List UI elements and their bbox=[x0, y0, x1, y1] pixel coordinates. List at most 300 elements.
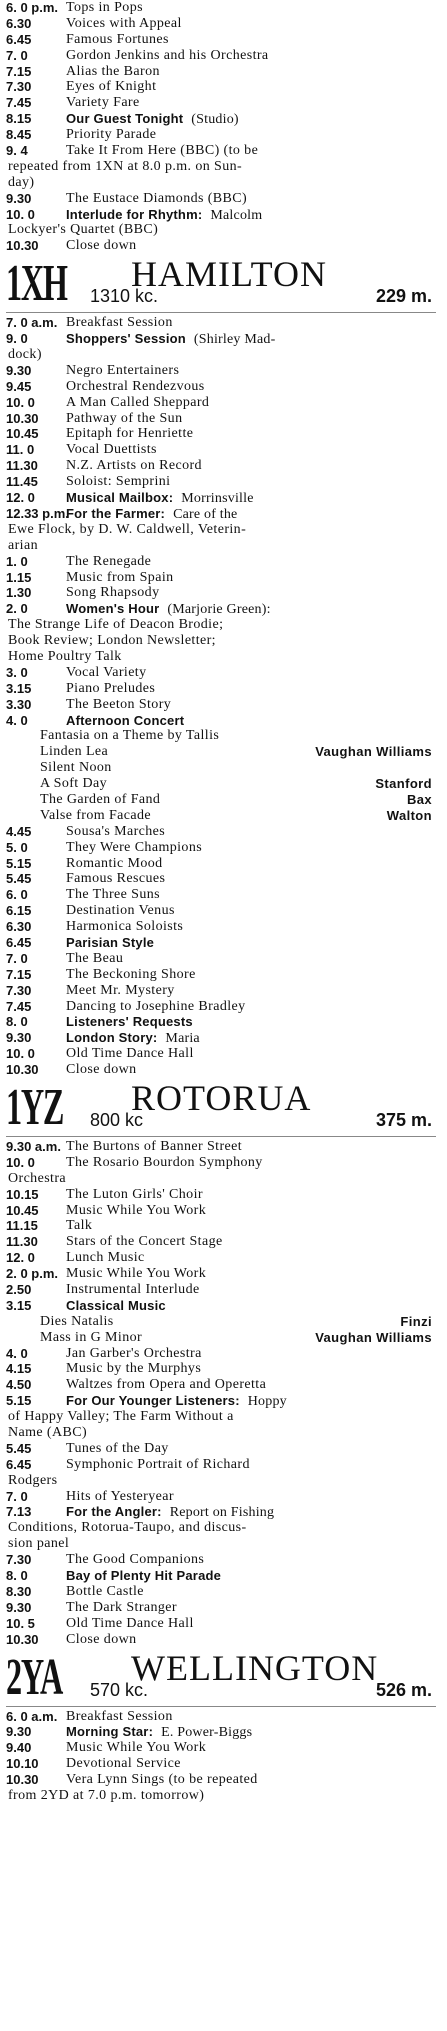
programme-title bbox=[66, 379, 205, 395]
programme-time: 3.30 bbox=[6, 696, 32, 712]
programme-time: 7. 0 bbox=[6, 950, 28, 966]
programme-title bbox=[66, 1740, 206, 1756]
programme-time: 1.15 bbox=[6, 569, 32, 585]
programme-title-text: Instrumental Interlude bbox=[66, 1282, 200, 1298]
programme-title bbox=[66, 191, 247, 207]
programme-time: 12.33 p.m. bbox=[6, 505, 69, 521]
programme-entry bbox=[6, 983, 436, 999]
programme-title-text: Epitaph for Henriette bbox=[66, 426, 194, 442]
programme-time: 7.45 bbox=[6, 998, 32, 1014]
programme-entry bbox=[6, 1234, 436, 1250]
programme-title bbox=[66, 1632, 137, 1648]
programme-entry bbox=[6, 16, 436, 32]
programme-entry bbox=[6, 951, 436, 967]
programme-title-text: Music by the Murphys bbox=[66, 1361, 202, 1377]
programme-entry bbox=[6, 1504, 436, 1520]
programme-continuation: Home Poultry Talk bbox=[8, 648, 122, 664]
programme-title bbox=[66, 331, 275, 347]
programme-entry bbox=[6, 1282, 436, 1298]
programme-continuation: Orchestra bbox=[8, 1170, 67, 1186]
programme-title bbox=[66, 111, 239, 127]
station-callsign: 2YA bbox=[6, 1648, 63, 1706]
programme-entry bbox=[6, 1361, 436, 1377]
programme-title bbox=[66, 127, 156, 143]
programme-entry bbox=[6, 856, 436, 872]
programme-time: 6.45 bbox=[6, 1456, 32, 1472]
programme-title bbox=[66, 1046, 194, 1062]
programme-time: 11.15 bbox=[6, 1218, 38, 1234]
concert-composer: Finzi bbox=[400, 1313, 432, 1329]
programme-title-text: Music from Spain bbox=[66, 569, 174, 585]
programme-time: 5. 0 bbox=[6, 839, 28, 855]
programme-entry bbox=[6, 1724, 436, 1740]
programme-time: 9.30 bbox=[6, 362, 32, 378]
programme-continuation: Rodgers bbox=[8, 1472, 58, 1488]
programme-entry bbox=[6, 191, 436, 207]
programme-entry bbox=[6, 681, 436, 697]
programme-time: 4. 0 bbox=[6, 1345, 28, 1361]
programme-title-text: For the Farmer: bbox=[66, 505, 166, 521]
programme-entry bbox=[6, 887, 436, 903]
programme-time: 10.30 bbox=[6, 1772, 39, 1788]
programme-time: 6. 0 bbox=[6, 887, 28, 903]
programme-entry bbox=[6, 1139, 436, 1155]
programme-entry bbox=[6, 1014, 436, 1030]
programme-title-text: A Man Called Sheppard bbox=[66, 394, 210, 410]
programme-entry bbox=[6, 0, 436, 16]
programme-title-text: Close down bbox=[66, 1062, 137, 1078]
programme-entry bbox=[6, 1046, 436, 1062]
programme-title-text: Breakfast Session bbox=[66, 1708, 173, 1724]
concert-piece: Linden Lea bbox=[40, 744, 109, 760]
programme-entry bbox=[6, 442, 436, 458]
station-city: HAMILTON bbox=[131, 254, 328, 295]
programme-entry bbox=[6, 1616, 436, 1632]
programme-entry bbox=[6, 1062, 436, 1078]
programme-title bbox=[66, 442, 157, 458]
programme-time: 10.30 bbox=[6, 410, 39, 426]
programme-title-text: The Luton Girls' Choir bbox=[66, 1186, 203, 1202]
programme-title bbox=[66, 665, 147, 681]
programme-time: 10.10 bbox=[6, 1756, 39, 1772]
programme-entry bbox=[6, 32, 436, 48]
programme-entry bbox=[6, 426, 436, 442]
programme-title-text: Meet Mr. Mystery bbox=[66, 982, 175, 998]
programme-title-text: Soloist: Semprini bbox=[66, 474, 171, 490]
programme-title-text: Hits of Yesteryear bbox=[66, 1488, 174, 1504]
programme-title-text: Variety Fare bbox=[66, 95, 140, 111]
programme-title-text: Women's Hour bbox=[66, 601, 160, 617]
programme-time: 7.30 bbox=[6, 982, 32, 998]
programme-time: 9.30 bbox=[6, 190, 32, 206]
programme-title-text: Bay of Plenty Hit Parade bbox=[66, 1568, 222, 1584]
programme-time: 7.30 bbox=[6, 1552, 32, 1568]
concert-composer: Bax bbox=[406, 791, 432, 807]
programme-title bbox=[66, 1030, 200, 1046]
programme-title bbox=[66, 1489, 174, 1505]
programme-title-text: Bottle Castle bbox=[66, 1583, 144, 1599]
concert-piece: Valse from Facade bbox=[40, 807, 151, 823]
concert-piece: The Garden of Fand bbox=[40, 791, 161, 807]
programme-continuation: Book Review; London Newsletter; bbox=[8, 633, 216, 649]
programme-title-text: Priority Parade bbox=[66, 127, 157, 143]
programme-title bbox=[66, 1155, 263, 1171]
concert-composer: Vaughan Williams bbox=[315, 1329, 432, 1345]
programme-time: 7. 0 bbox=[6, 1488, 28, 1504]
programme-title bbox=[66, 426, 193, 442]
programme-detail: Hoppy bbox=[247, 1394, 287, 1410]
programme-time: 5.15 bbox=[6, 855, 32, 871]
programme-title-text: Harmonica Soloists bbox=[66, 919, 184, 935]
programme-title-text: The Beeton Story bbox=[66, 696, 172, 712]
programme-entry bbox=[6, 1584, 436, 1600]
programme-time: 8. 0 bbox=[6, 1014, 28, 1030]
station-header bbox=[6, 1080, 436, 1137]
programme-title-text: Interlude for Rhythm: bbox=[66, 206, 203, 222]
programme-title bbox=[66, 1393, 287, 1409]
programme-time: 4.45 bbox=[6, 823, 32, 839]
programme-time: 10. 0 bbox=[6, 394, 35, 410]
programme-title bbox=[66, 824, 165, 840]
programme-title-text: The Rosario Bourdon Symphony bbox=[66, 1154, 263, 1170]
programme-continuation: from 2YD at 7.0 p.m. tomorrow) bbox=[8, 1787, 205, 1803]
programme-title bbox=[66, 871, 165, 887]
programme-entry bbox=[6, 1266, 436, 1282]
programme-time: 11.45 bbox=[6, 474, 38, 490]
programme-title bbox=[66, 919, 183, 935]
programme-detail: Maria bbox=[165, 1031, 200, 1047]
station-frequency: 570 kc. bbox=[90, 1679, 149, 1700]
programme-entry bbox=[6, 490, 436, 506]
programme-time: 10. 0 bbox=[6, 1046, 35, 1062]
programme-time: 3.15 bbox=[6, 1297, 32, 1313]
programme-title-text: The Beau bbox=[66, 950, 124, 966]
programme-continuation: The Strange Life of Deacon Brodie; bbox=[8, 617, 224, 633]
station-wavelength: 229 m. bbox=[375, 286, 432, 307]
programme-time: 8.45 bbox=[6, 127, 32, 143]
programme-time: 10.30 bbox=[6, 238, 39, 254]
programme-title bbox=[66, 713, 184, 729]
station-callsign: 1XH bbox=[6, 255, 67, 313]
programme-time: 5.15 bbox=[6, 1393, 32, 1409]
programme-title-text: Dancing to Josephine Bradley bbox=[66, 998, 246, 1014]
programme-entry bbox=[6, 840, 436, 856]
programme-title bbox=[66, 1584, 144, 1600]
programme-entry bbox=[6, 919, 436, 935]
programme-entry bbox=[6, 64, 436, 80]
programme-title-text: The Renegade bbox=[66, 553, 152, 569]
concert-item bbox=[6, 760, 436, 776]
programme-title-text: Tops in Pops bbox=[66, 0, 143, 15]
programme-title-text: Vera Lynn Sings (to be repeated bbox=[66, 1772, 258, 1788]
programme-time: 7.30 bbox=[6, 79, 32, 95]
programme-title-text: N.Z. Artists on Record bbox=[66, 458, 202, 474]
programme-title-text: Music While You Work bbox=[66, 1202, 207, 1218]
programme-title-text: Symphonic Portrait of Richard bbox=[66, 1456, 250, 1472]
programme-entry bbox=[6, 554, 436, 570]
programme-title-text: Musical Mailbox: bbox=[66, 490, 174, 506]
programme-title-text: Parisian Style bbox=[66, 934, 155, 950]
programme-title-text: For the Angler: bbox=[66, 1504, 162, 1520]
programme-time: 4. 0 bbox=[6, 712, 28, 728]
programme-entry bbox=[6, 79, 436, 95]
programme-title bbox=[66, 856, 163, 872]
programme-entry bbox=[6, 1441, 436, 1457]
programme-time: 4.50 bbox=[6, 1377, 32, 1393]
programme-continuation: dock) bbox=[8, 347, 42, 363]
programme-title bbox=[66, 1282, 200, 1298]
programme-time: 10. 5 bbox=[6, 1615, 35, 1631]
programme-entry bbox=[6, 1772, 436, 1788]
programme-title bbox=[66, 967, 196, 983]
programme-title bbox=[66, 887, 160, 903]
programme-title-text: Lunch Music bbox=[66, 1250, 145, 1266]
programme-title bbox=[66, 903, 175, 919]
programme-time: 6.15 bbox=[6, 903, 32, 919]
programme-time: 7.15 bbox=[6, 966, 32, 982]
programme-entry bbox=[6, 95, 436, 111]
programme-continuation: Ewe Flock, by D. W. Caldwell, Veterin- bbox=[8, 521, 247, 537]
programme-title bbox=[66, 207, 262, 223]
programme-time: 5.45 bbox=[6, 1440, 32, 1456]
programme-entry bbox=[6, 143, 436, 159]
programme-time: 10. 0 bbox=[6, 1154, 35, 1170]
programme-title-text: They Were Champions bbox=[66, 839, 203, 855]
programme-title-text: Waltzes from Opera and Operetta bbox=[66, 1377, 267, 1393]
programme-entry bbox=[6, 363, 436, 379]
programme-time: 7.45 bbox=[6, 95, 32, 111]
programme-time: 6.30 bbox=[6, 919, 32, 935]
programme-detail: Morrinsville bbox=[181, 491, 254, 506]
programme-title-text: Music While You Work bbox=[66, 1740, 207, 1756]
concert-piece: Mass in G Minor bbox=[40, 1329, 143, 1345]
programme-time: 10.45 bbox=[6, 426, 39, 442]
programme-title bbox=[66, 411, 182, 427]
programme-title bbox=[66, 48, 269, 64]
programme-title bbox=[66, 1298, 166, 1314]
programme-entry bbox=[6, 1709, 436, 1725]
station-wavelength: 375 m. bbox=[375, 1110, 432, 1130]
programme-time: 9.40 bbox=[6, 1740, 32, 1756]
programme-title-text: The Good Companions bbox=[66, 1552, 205, 1568]
programme-time: 6.45 bbox=[6, 934, 32, 950]
station-header bbox=[6, 256, 436, 313]
programme-title bbox=[66, 585, 160, 601]
programme-continuation: sion panel bbox=[8, 1536, 70, 1552]
programme-time: 10.30 bbox=[6, 1631, 39, 1647]
programme-time: 8.15 bbox=[6, 111, 32, 127]
programme-title-text: Music While You Work bbox=[66, 1266, 207, 1282]
programme-time: 9. 4 bbox=[6, 143, 28, 159]
programme-entry bbox=[6, 1187, 436, 1203]
programme-entry bbox=[6, 1568, 436, 1584]
programme-title bbox=[66, 1139, 242, 1155]
programme-title bbox=[66, 79, 156, 95]
programme-title-text: Breakfast Session bbox=[66, 315, 173, 331]
programme-title bbox=[66, 840, 202, 856]
programme-title-text: Listeners' Requests bbox=[66, 1014, 193, 1030]
programme-entry bbox=[6, 935, 436, 951]
programme-detail: E. Power-Biggs bbox=[161, 1725, 253, 1741]
programme-title bbox=[66, 1504, 274, 1520]
programme-title bbox=[66, 458, 202, 474]
station-frequency: 800 kc bbox=[90, 1110, 144, 1130]
programme-continuation: repeated from 1XN at 8.0 p.m. on Sun- bbox=[8, 158, 243, 174]
programme-title bbox=[66, 951, 123, 967]
programme-title-text: Negro Entertainers bbox=[66, 362, 180, 378]
programme-entry bbox=[6, 903, 436, 919]
programme-title-text: Take It From Here (BBC) (to be bbox=[66, 143, 259, 159]
programme-entry bbox=[6, 506, 436, 522]
programme-title-text: Tunes of the Day bbox=[66, 1440, 169, 1456]
programme-title-text: Close down bbox=[66, 238, 137, 254]
station-city: WELLINGTON bbox=[131, 1647, 379, 1688]
programme-time: 8.30 bbox=[6, 1583, 32, 1599]
programme-entry bbox=[6, 1377, 436, 1393]
programme-title-text: The Beckoning Shore bbox=[66, 966, 196, 982]
programme-title bbox=[66, 238, 137, 254]
programme-title bbox=[66, 935, 154, 951]
programme-detail: Care of the bbox=[173, 506, 238, 522]
programme-title-text: Gordon Jenkins and his Orchestra bbox=[66, 47, 269, 63]
programme-time: 11. 0 bbox=[6, 442, 35, 458]
programme-time: 10.45 bbox=[6, 1202, 39, 1218]
programme-title bbox=[66, 490, 254, 506]
programme-time: 6. 0 a.m. bbox=[6, 1708, 58, 1724]
programme-title-text: Afternoon Concert bbox=[66, 712, 185, 728]
programme-time: 5.45 bbox=[6, 871, 32, 887]
programme-time: 12. 0 bbox=[6, 490, 35, 506]
programme-entry bbox=[6, 1756, 436, 1772]
programme-entry bbox=[6, 379, 436, 395]
programme-title-text: Famous Rescues bbox=[66, 871, 166, 887]
programme-title-text: Old Time Dance Hall bbox=[66, 1046, 194, 1062]
concert-item bbox=[6, 808, 436, 824]
programme-time: 10.15 bbox=[6, 1186, 39, 1202]
programme-title-text: For Our Younger Listeners: bbox=[66, 1393, 240, 1409]
concert-composer: Walton bbox=[386, 807, 432, 823]
programme-time: 1.30 bbox=[6, 585, 32, 601]
programme-entry bbox=[6, 315, 436, 331]
programme-title bbox=[66, 1568, 221, 1584]
programme-title-text: Destination Venus bbox=[66, 903, 175, 919]
programme-title bbox=[66, 1724, 252, 1740]
programme-title bbox=[66, 1250, 145, 1266]
programme-title bbox=[66, 1457, 250, 1473]
programme-title bbox=[66, 681, 155, 697]
programme-continuation: day) bbox=[8, 174, 35, 190]
programme-time: 9.45 bbox=[6, 378, 32, 394]
programme-entry bbox=[6, 1600, 436, 1616]
programme-title bbox=[66, 315, 173, 331]
programme-entry bbox=[6, 238, 436, 254]
programme-title bbox=[66, 474, 170, 490]
programme-title bbox=[66, 1266, 206, 1282]
programme-entry bbox=[6, 111, 436, 127]
programme-entry bbox=[6, 967, 436, 983]
programme-entry bbox=[6, 871, 436, 887]
concert-item bbox=[6, 728, 436, 744]
programme-title bbox=[66, 1014, 193, 1030]
programme-entry bbox=[6, 999, 436, 1015]
programme-title-text: Devotional Service bbox=[66, 1756, 181, 1772]
programme-entry bbox=[6, 48, 436, 64]
programme-entry bbox=[6, 601, 436, 617]
programme-title-text: The Burtons of Banner Street bbox=[66, 1139, 243, 1154]
programme-continuation: arian bbox=[8, 537, 38, 553]
programme-title bbox=[66, 983, 175, 999]
programme-time: 7.15 bbox=[6, 63, 32, 79]
programme-title-text: The Eustace Diamonds (BBC) bbox=[66, 190, 248, 206]
programme-title bbox=[66, 1218, 92, 1234]
programme-entry bbox=[6, 697, 436, 713]
programme-continuation: Conditions, Rotorua-Taupo, and discus- bbox=[8, 1520, 247, 1536]
programme-entry bbox=[6, 1346, 436, 1362]
programme-title-text: Classical Music bbox=[66, 1297, 166, 1313]
programme-title-text: Old Time Dance Hall bbox=[66, 1615, 194, 1631]
programme-continuation: of Happy Valley; The Farm Without a bbox=[8, 1409, 234, 1425]
programme-title-text: Vocal Variety bbox=[66, 664, 147, 680]
programme-entry bbox=[6, 1030, 436, 1046]
programme-entry bbox=[6, 331, 436, 347]
concert-item bbox=[6, 792, 436, 808]
programme-title bbox=[66, 1552, 204, 1568]
programme-time: 9.30 bbox=[6, 1030, 32, 1046]
programme-continuation: Name (ABC) bbox=[8, 1425, 88, 1441]
programme-time: 12. 0 bbox=[6, 1250, 35, 1266]
programme-title-text: Jan Garber's Orchestra bbox=[66, 1345, 202, 1361]
programme-entry bbox=[6, 458, 436, 474]
programme-title bbox=[66, 1346, 202, 1362]
programme-time: 2. 0 bbox=[6, 601, 28, 617]
programme-title-text: Song Rhapsody bbox=[66, 585, 160, 601]
programme-title bbox=[66, 554, 151, 570]
programme-detail: Report on Fishing bbox=[169, 1505, 275, 1521]
programme-entry bbox=[6, 474, 436, 490]
programme-title-text: Talk bbox=[66, 1218, 93, 1234]
programme-title-text: Alias the Baron bbox=[66, 63, 160, 79]
programme-title-text: The Dark Stranger bbox=[66, 1599, 177, 1615]
programme-title-text: Shoppers' Session bbox=[66, 331, 186, 347]
programme-detail: (Shirley Mad- bbox=[193, 332, 276, 348]
programme-title bbox=[66, 1616, 194, 1632]
programme-entry bbox=[6, 1250, 436, 1266]
programme-title-text: Orchestral Rendezvous bbox=[66, 378, 205, 394]
programme-time: 11.30 bbox=[6, 458, 38, 474]
programme-title bbox=[66, 1441, 169, 1457]
programme-time: 9.30 a.m. bbox=[6, 1139, 61, 1154]
programme-title bbox=[66, 395, 209, 411]
programme-title-text: Voices with Appeal bbox=[66, 15, 182, 31]
programme-detail: (Studio) bbox=[191, 112, 239, 128]
concert-item bbox=[6, 1314, 436, 1330]
programme-entry bbox=[6, 395, 436, 411]
programme-entry bbox=[6, 665, 436, 681]
programme-title bbox=[66, 16, 182, 32]
programme-title-text: Eyes of Knight bbox=[66, 79, 157, 95]
programme-title bbox=[66, 1772, 258, 1788]
programme-title bbox=[66, 601, 271, 617]
programme-entry bbox=[6, 570, 436, 586]
programme-title-text: Close down bbox=[66, 1631, 137, 1647]
programme-title bbox=[66, 1756, 181, 1772]
programme-title bbox=[66, 1234, 223, 1250]
programme-entry bbox=[6, 824, 436, 840]
programme-title bbox=[66, 95, 140, 111]
station-callsign: 1YZ bbox=[6, 1079, 64, 1136]
programme-time: 3.15 bbox=[6, 680, 32, 696]
programme-time: 6.30 bbox=[6, 15, 32, 31]
